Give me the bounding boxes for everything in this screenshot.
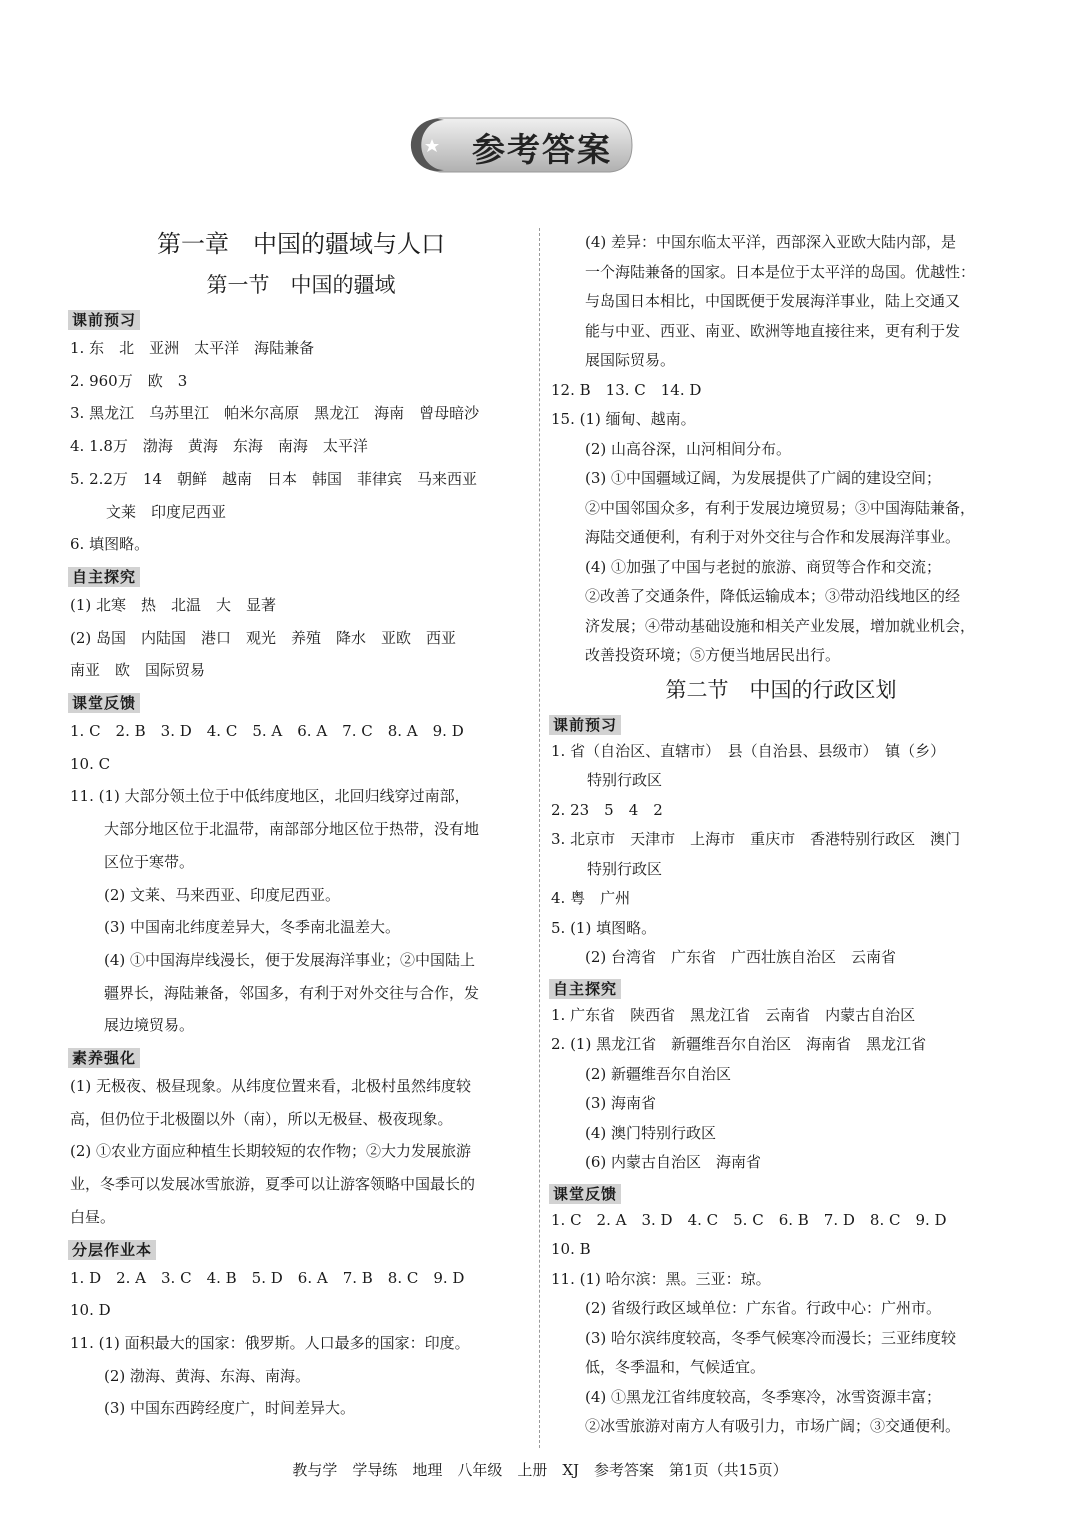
answer-line: 1. D 2. A 3. C 4. B 5. D 6. A 7. B 8. C 9. D [70,1268,465,1287]
answer-line: (3) 海南省 [585,1094,657,1112]
answer-line: (2) 文莱、马来西亚、印度尼西亚。 [104,885,341,904]
answer-line: 一个海陆兼备的国家。日本是位于太平洋的岛国。优越性： [585,262,976,281]
answer-line: 高，但仍位于北极圈以外（南），所以无极昼、极夜现象。 [70,1109,453,1128]
answer-line: 5. (1) 填图略。 [551,918,657,937]
answer-line: 1. 省（自治区、直辖市） 县（自治县、县级市） 镇（乡） [551,741,946,760]
answer-line: 11. (1) 大部分领土位于中低纬度地区，北回归线穿过南部， [70,787,470,806]
left-column [70,228,532,1425]
answer-line: 业，冬季可以发展冰雪旅游，夏季可以让游客领略中国最长的 [70,1175,476,1194]
answer-line: 1. C 2. A 3. D 4. C 5. C 6. B 7. D 8. C 9. D [551,1210,947,1229]
answer-line: (6) 内蒙古自治区 海南省 [585,1153,762,1171]
tag-feedback: 课堂反馈 [68,693,140,713]
answer-line: 疆界长，海陆兼备，邻国多，有利于对外交往与合作，发 [104,983,480,1002]
answer-line: 区位于寒带。 [104,852,195,871]
answer-line: (2) 渤海、黄海、东海、南海。 [104,1366,311,1385]
answer-line: (1) 无极夜、极昼现象。从纬度位置来看，北极村虽然纬度较 [70,1077,472,1096]
answer-line: (4) ①中国海岸线漫长，便于发展海洋事业；②中国陆上 [104,950,476,969]
answer-line: (2) 省级行政区域单位：广东省。行政中心：广州市。 [585,1299,942,1317]
answer-banner [410,114,635,176]
section-title: 第一节 中国的疆域 [206,273,396,297]
answer-line: 展国际贸易。 [585,351,676,369]
answer-line: 4. 粤 广州 [551,889,631,907]
answer-line: (2) 台湾省 广东省 广西壮族自治区 云南省 [585,948,897,966]
answer-line: (2) 岛国 内陆国 港口 观光 养殖 降水 亚欧 西亚 [70,628,457,647]
tag-preview: 课前预习 [549,715,621,735]
answer-line: 文莱 印度尼西亚 [106,502,227,521]
answer-line: ②冰雪旅游对南方人有吸引力，市场广阔；③交通便利。 [585,1417,961,1435]
tag-feedback: 课堂反馈 [549,1184,621,1204]
answer-line: ②中国邻国众多，有利于发展边境贸易；③中国海陆兼备， [585,498,976,517]
answer-line: (3) ①中国疆域辽阔，为发展提供了广阔的建设空间； [585,469,942,487]
answer-line: 11. (1) 哈尔滨：黑。三亚：琼。 [551,1269,771,1288]
answer-line: 白昼。 [70,1207,116,1226]
answer-line: 1. 东 北 亚洲 太平洋 海陆兼备 [70,339,315,357]
answer-line: 1. C 2. B 3. D 4. C 5. A 6. A 7. C 8. A 9. D [70,722,464,741]
answer-line: 改善投资环境；⑤方便当地居民出行。 [585,646,841,664]
answer-line: (2) ①农业方面应种植生长期较短的农作物；②大力发展旅游 [70,1142,472,1161]
answer-line: (2) 新疆维吾尔自治区 [585,1064,732,1083]
answer-line: 15. (1) 缅甸、越南。 [551,410,696,428]
answer-line: 海陆交通便利，有利于对外交往与合作和发展海洋事业。 [585,528,961,546]
answer-line: 11. (1) 面积最大的国家：俄罗斯。人口最多的国家：印度。 [70,1333,470,1352]
tag-homework: 分层作业本 [68,1240,156,1260]
answer-line: 12. B 13. C 14. D [551,380,702,399]
answer-line: (4) 澳门特别行政区 [585,1123,717,1142]
answer-line: 与岛国日本相比，中国既便于发展海洋事业，陆上交通又 [585,292,961,310]
answer-line: 2. 23 5 4 2 [551,800,663,819]
answer-line: 大部分地区位于北温带，南部部分地区位于热带，没有地 [104,820,480,839]
answer-line: 3. 北京市 天津市 上海市 重庆市 香港特别行政区 澳门 [551,830,961,848]
answer-line: 能与中亚、西亚、南亚、欧洲等地直接往来，更有利于发 [585,321,961,340]
answer-line: (3) 中国东西跨经度广，时间差异大。 [104,1399,356,1418]
answer-line: 6. 填图略。 [70,535,150,554]
answer-line: (4) ①黑龙江省纬度较高，冬季寒冷，冰雪资源丰富； [585,1387,942,1406]
answer-line: (2) 山高谷深，山河相间分布。 [585,439,792,458]
tag-literacy: 素养强化 [68,1048,140,1068]
answer-line: ②改善了交通条件，降低运输成本；③带动沿线地区的经 [585,587,961,605]
tag-preview: 课前预习 [68,310,140,330]
column-divider [539,228,540,1448]
answer-line: 10. D [70,1301,111,1320]
answer-line: 特别行政区 [587,771,663,789]
right-column [551,228,1011,1442]
section-title: 第二节 中国的行政区划 [665,677,897,702]
answer-line: 10. C [70,754,111,773]
banner-title: 参考答案 [472,130,612,169]
answer-line: 1. 广东省 陕西省 黑龙江省 云南省 内蒙古自治区 [551,1005,916,1024]
answer-line: 4. 1.8万 渤海 黄海 东海 南海 太平洋 [70,437,368,456]
answer-line: 5. 2.2万 14 朝鲜 越南 日本 韩国 菲律宾 马来西亚 [70,469,478,488]
page-footer: 教与学 学导练 地理 八年级 上册 XJ 参考答案 第1页（共15页） [292,1461,788,1479]
answer-line: 济发展；④带动基础设施和相关产业发展，增加就业机会， [585,616,976,635]
answer-line: (4) ①加强了中国与老挝的旅游、商贸等合作和交流； [585,557,942,576]
answer-line: 南亚 欧 国际贸易 [70,661,206,680]
answer-line: (3) 哈尔滨纬度较高，冬季气候寒冷而漫长；三亚纬度较 [585,1328,957,1347]
answer-line: (4) 差异：中国东临太平洋，西部深入亚欧大陆内部，是 [585,233,957,251]
answer-line: 3. 黑龙江 乌苏里江 帕米尔高原 黑龙江 海南 曾母暗沙 [70,404,480,423]
answer-line: 2. 960万 欧 3 [70,371,188,390]
answer-line: (3) 中国南北纬度差异大，冬季南北温差大。 [104,918,401,937]
answer-line: 展边境贸易。 [104,1016,195,1035]
answer-line: 低，冬季温和，气候适宜。 [585,1358,766,1376]
answer-line: 2. (1) 黑龙江省 新疆维吾尔自治区 海南省 黑龙江省 [551,1035,927,1053]
tag-explore: 自主探究 [68,567,140,587]
chapter-title: 第一章 中国的疆域与人口 [157,230,445,258]
answer-line: 特别行政区 [587,859,663,878]
tag-explore: 自主探究 [549,979,621,999]
answer-line: 10. B [551,1240,591,1258]
answer-line: (1) 北寒 热 北温 大 显著 [70,595,277,614]
